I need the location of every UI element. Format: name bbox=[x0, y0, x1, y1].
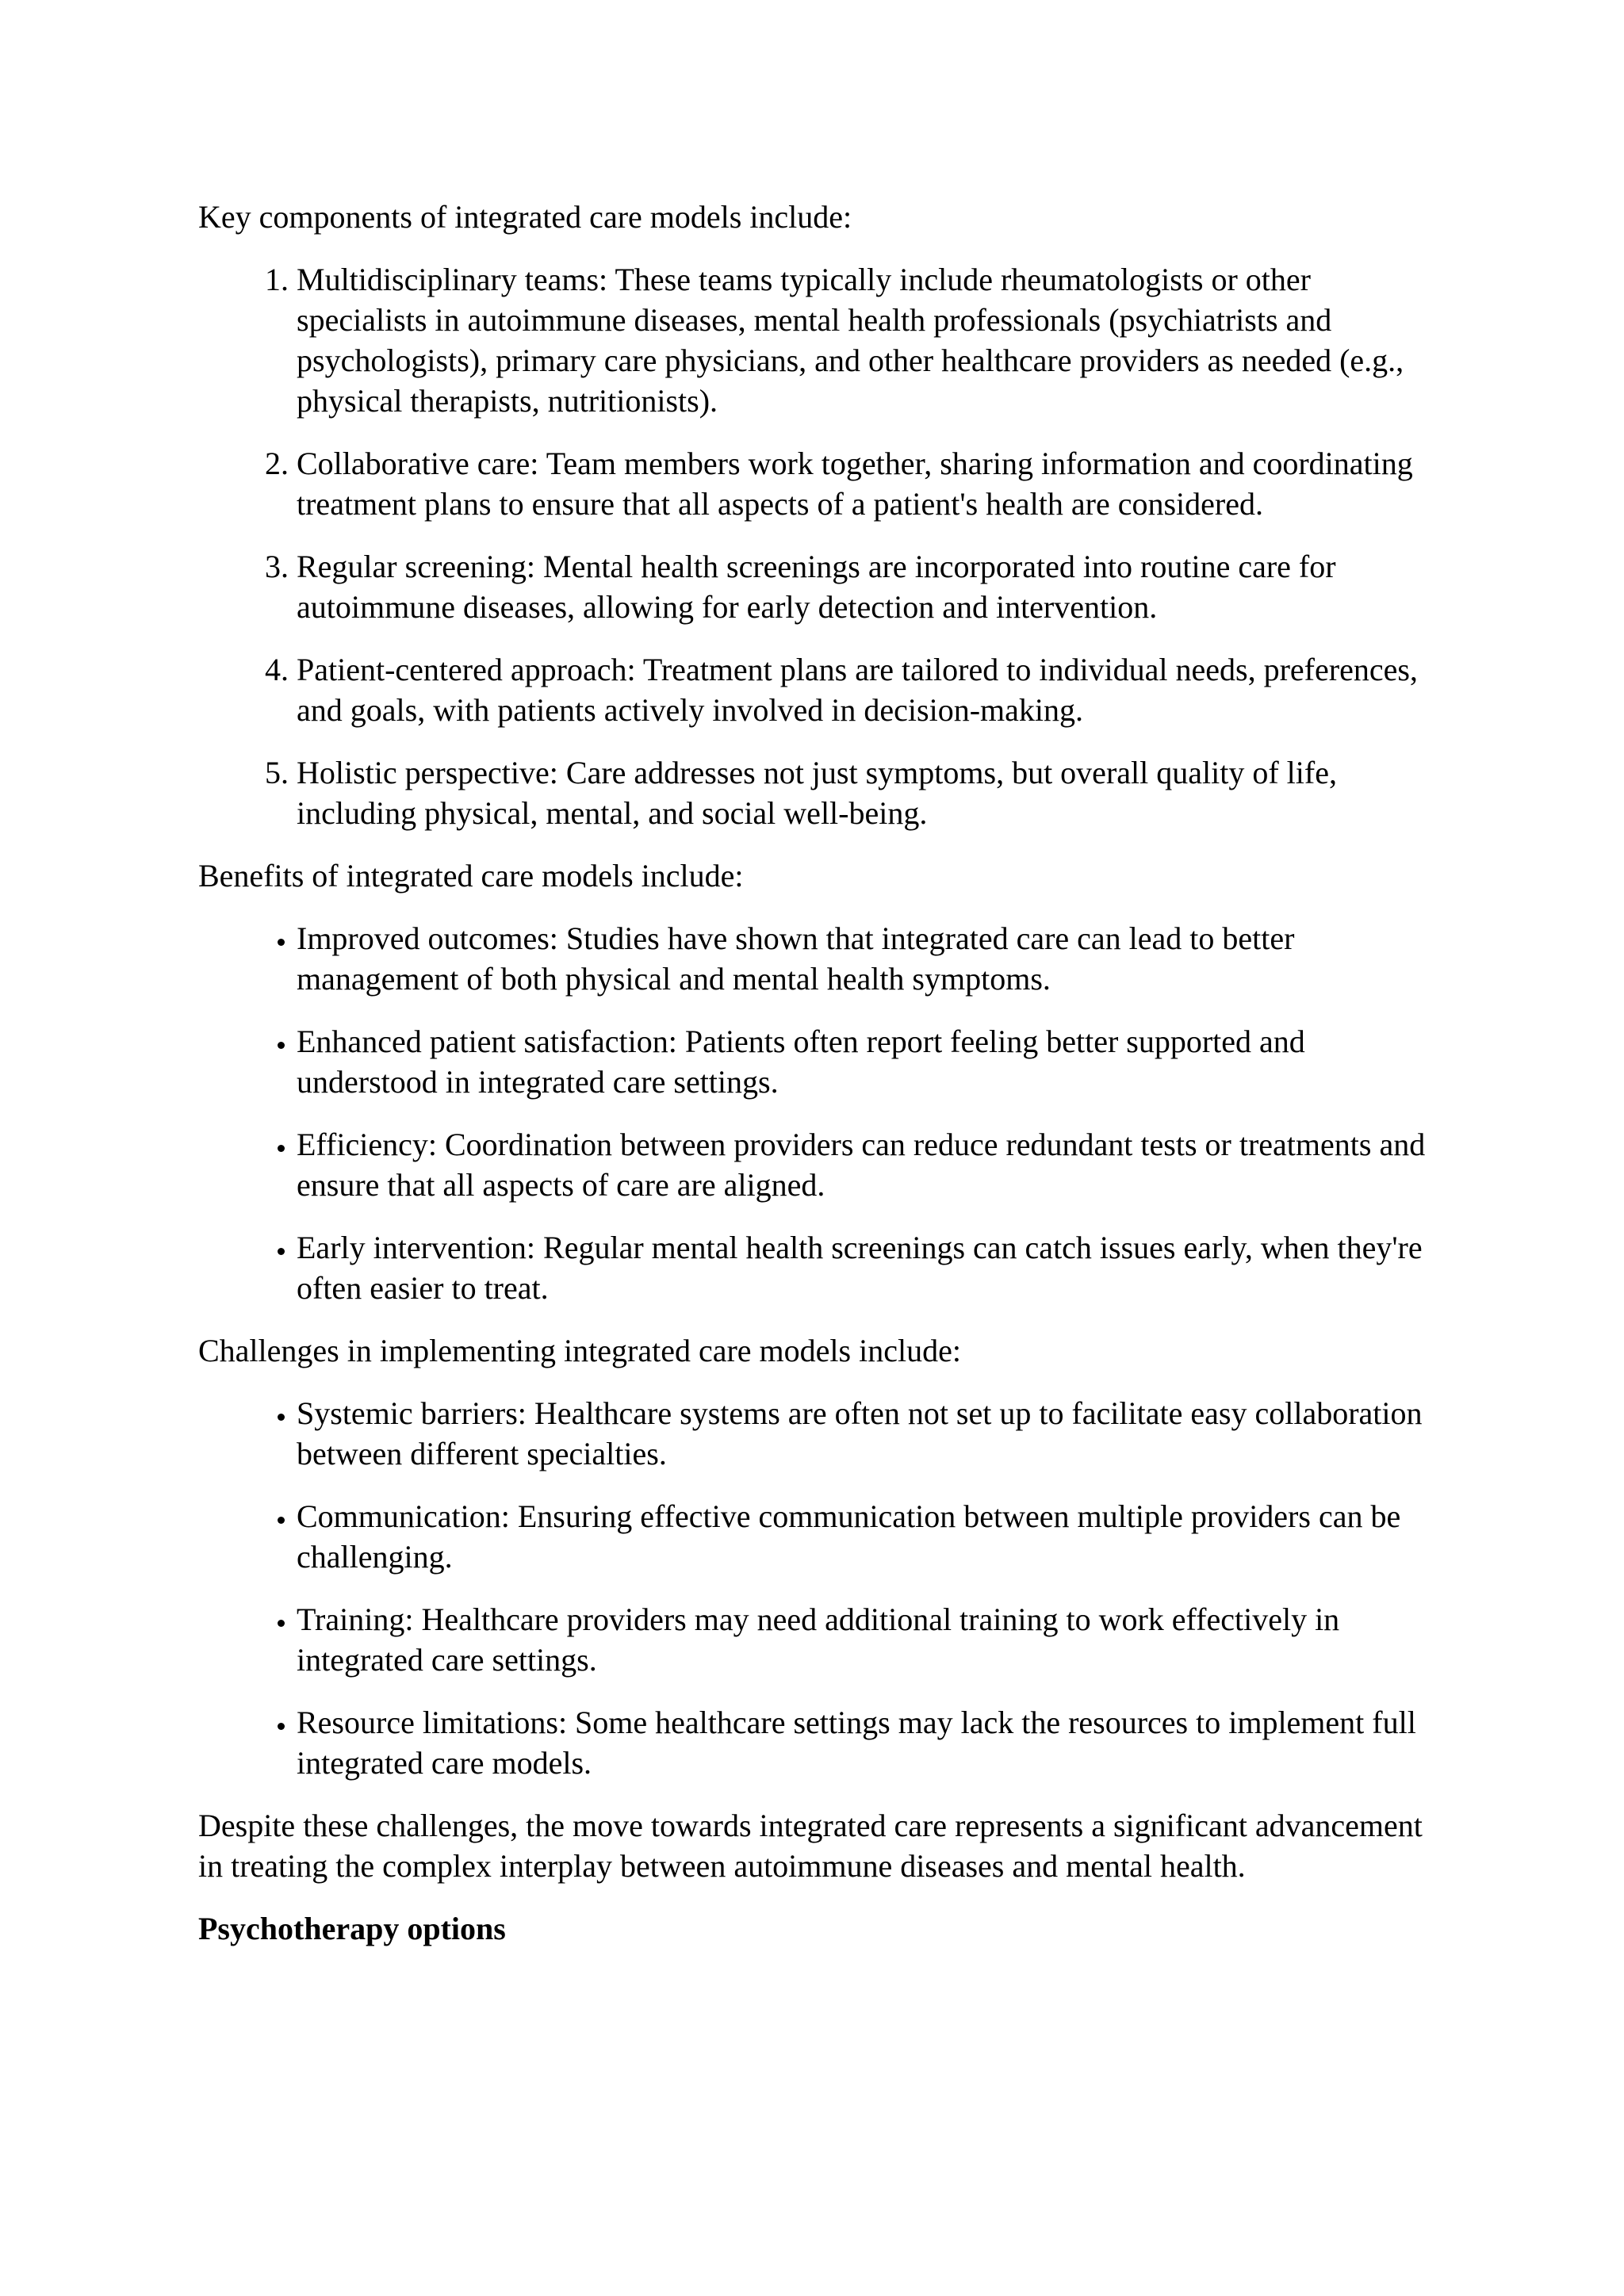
list-item: 3. Regular screening: Mental health screenings are incorporated into routine care for autoimmune diseases, allowing for early detection and intervention. bbox=[297, 546, 1435, 627]
list-item: • Systemic barriers: Healthcare systems are often not set up to facilitate easy collaboration between different specialties. bbox=[297, 1393, 1435, 1474]
components-list bbox=[198, 259, 1435, 833]
benefits-list bbox=[198, 918, 1435, 1308]
conclusion-paragraph: Despite these challenges, the move towards integrated care represents a significant advancement in treating the complex interplay between autoimmune diseases and mental health. bbox=[198, 1808, 1423, 1884]
section-heading: Psychotherapy options bbox=[198, 1911, 506, 1946]
list-item: 1. Multidisciplinary teams: These teams typically include rheumatologists or other specialists in autoimmune diseases, mental health professionals (psychiatrists and psychologists), primary care physicians, and other healthcare providers as needed (e.g., physical therapists, nutritionists). bbox=[297, 259, 1435, 421]
list-item: • Enhanced patient satisfaction: Patients often report feeling better supported and understood in integrated care settings. bbox=[297, 1021, 1435, 1102]
list-item: • Early intervention: Regular mental health screenings can catch issues early, when they're often easier to treat. bbox=[297, 1227, 1435, 1308]
components-intro: Key components of integrated care models include: bbox=[198, 199, 852, 235]
list-item: • Efficiency: Coordination between providers can reduce redundant tests or treatments and ensure that all aspects of care are aligned. bbox=[297, 1124, 1435, 1205]
challenges-intro: Challenges in implementing integrated care models include: bbox=[198, 1333, 961, 1368]
list-item: • Improved outcomes: Studies have shown that integrated care can lead to better management of both physical and mental health symptoms. bbox=[297, 918, 1435, 999]
list-item: • Communication: Ensuring effective communication between multiple providers can be challenging. bbox=[297, 1496, 1435, 1577]
benefits-intro: Benefits of integrated care models include: bbox=[198, 858, 744, 894]
list-item: 4. Patient-centered approach: Treatment plans are tailored to individual needs, preferences, and goals, with patients actively involved in decision-making. bbox=[297, 649, 1435, 730]
list-item: • Resource limitations: Some healthcare settings may lack the resources to implement full integrated care models. bbox=[297, 1702, 1435, 1783]
document-body bbox=[198, 197, 1435, 1949]
list-item: 5. Holistic perspective: Care addresses not just symptoms, but overall quality of life, including physical, mental, and social well-being. bbox=[297, 752, 1435, 833]
list-item: 2. Collaborative care: Team members work together, sharing information and coordinating treatment plans to ensure that all aspects of a patient's health are considered. bbox=[297, 443, 1435, 524]
list-item: • Training: Healthcare providers may need additional training to work effectively in integrated care settings. bbox=[297, 1599, 1435, 1680]
challenges-list bbox=[198, 1393, 1435, 1783]
